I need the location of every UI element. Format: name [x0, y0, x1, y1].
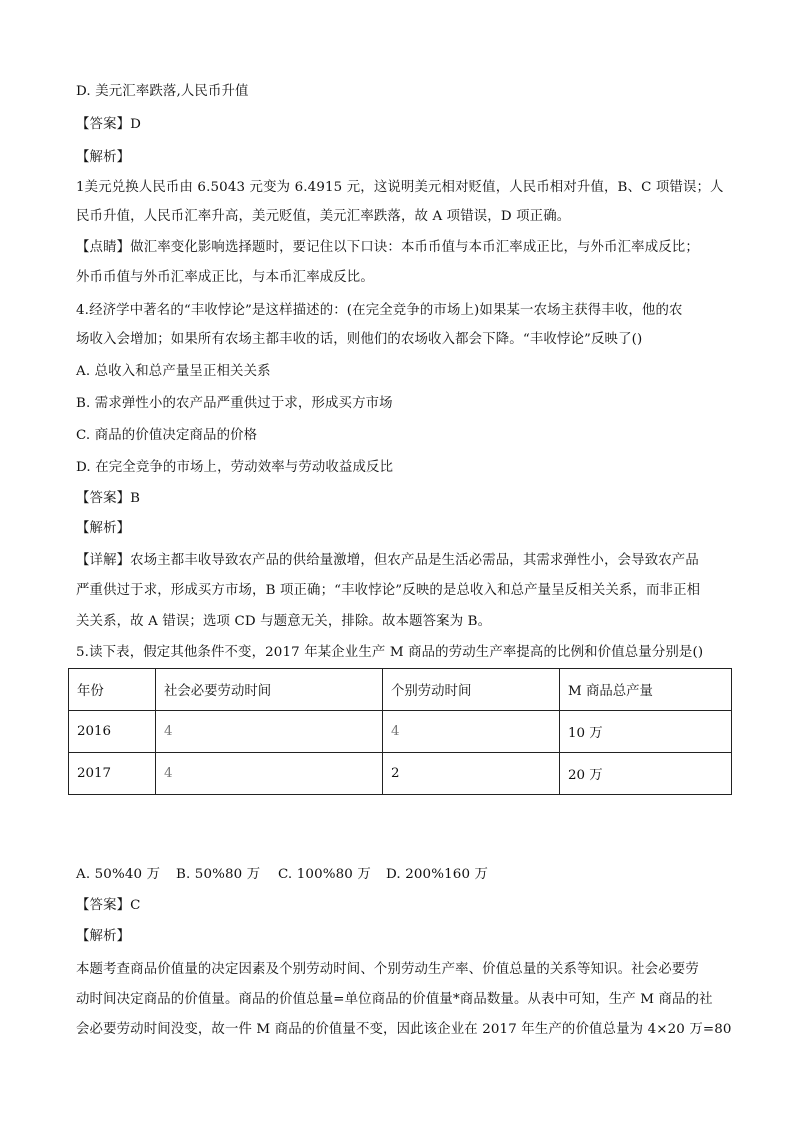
option-a-q5: A. 50%40 万 [76, 867, 161, 882]
option-d-q3: D. 美元汇率跌落,人民币升值 [76, 84, 249, 99]
detail-text-line: 【详解】农场主都丰收导致农产品的供给量激增，但农产品是生活必需品，其需求弹性小，会导致农产品 [76, 553, 699, 568]
answer-q5: 【答案】C [76, 898, 141, 913]
table-cell: 4 [383, 711, 560, 753]
table-cell: 2017 [69, 753, 156, 795]
analysis-text-line: 本题考查商品价值量的决定因素及个别劳动时间、个别劳动生产率、价值总量的关系等知识。社会必要劳 [76, 962, 699, 977]
tip-text-line: 外币币值与外币汇率成正比，与本币汇率成反比。 [76, 270, 374, 285]
data-table [68, 668, 732, 795]
analysis-text-line: 会必要劳动时间没变，故一件 M 商品的价值量不变，因此该企业在 2017 年生产的价值总量为 4×20 万=80 [76, 1022, 732, 1037]
table-header-cell: 个别劳动时间 [383, 669, 560, 711]
table-cell: 20 万 [560, 753, 732, 795]
question-4-stem: 4.经济学中著名的“丰收悖论”是这样描述的：(在完全竞争的市场上)如果某一农场主获得丰收，他的农 [76, 303, 683, 318]
detail-text-line: 关关系，故 A 错误；选项 CD 与题意无关，排除。故本题答案为 B。 [76, 614, 492, 629]
answer-q3: 【答案】D [76, 117, 142, 132]
table-header-cell: 社会必要劳动时间 [156, 669, 383, 711]
option-a-q4: A. 总收入和总产量呈正相关关系 [76, 364, 271, 379]
table-cell: 4 [156, 711, 383, 753]
question-5-stem: 5.读下表，假定其他条件不变，2017 年某企业生产 M 商品的劳动生产率提高的比例和价值总量分别是() [76, 645, 704, 660]
analysis-heading-q3: 【解析】 [76, 150, 131, 165]
tip-text-line: 【点睛】做汇率变化影响选择题时，要记住以下口诀：本币币值与本币汇率成正比，与外币汇率成反比； [76, 240, 699, 255]
table-cell: 4 [156, 753, 383, 795]
option-c-q5: C. 100%80 万 [278, 867, 371, 882]
question-4-stem: 场收入会增加；如果所有农场主都丰收的话，则他们的农场收入都会下降。“丰收悖论”反映了() [76, 332, 643, 347]
table-cell: 2 [383, 753, 560, 795]
table-row [69, 711, 732, 753]
option-d-q5: D. 200%160 万 [386, 867, 489, 882]
analysis-heading-q5: 【解析】 [76, 929, 131, 944]
analysis-heading-q4: 【解析】 [76, 521, 131, 536]
table-header-cell: 年份 [69, 669, 156, 711]
option-c-q4: C. 商品的价值决定商品的价格 [76, 428, 258, 443]
option-b-q4: B. 需求弹性小的农产品严重供过于求，形成买方市场 [76, 396, 393, 411]
option-d-q4: D. 在完全竞争的市场上，劳动效率与劳动收益成反比 [76, 460, 394, 475]
table-cell: 10 万 [560, 711, 732, 753]
table-row [69, 753, 732, 795]
detail-text-line: 严重供过于求，形成买方市场，B 项正确；“丰收悖论”反映的是总收入和总产量呈反相关关系，而非正相 [76, 583, 701, 598]
analysis-text-line: 1美元兑换人民币由 6.5043 元变为 6.4915 元，这说明美元相对贬值，人民币相对升值，B、C 项错误；人 [76, 180, 724, 195]
table-header-cell: M 商品总产量 [560, 669, 732, 711]
table-header-row [69, 669, 732, 711]
analysis-text-line: 民币升值，人民币汇率升高，美元贬值，美元汇率跌落，故 A 项错误，D 项正确。 [76, 209, 571, 224]
analysis-text-line: 动时间决定商品的价值量。商品的价值总量=单位商品的价值量*商品数量。从表中可知，生产 M 商品的社 [76, 992, 713, 1007]
answer-q4: 【答案】B [76, 491, 141, 506]
option-b-q5: B. 50%80 万 [176, 867, 261, 882]
table-cell: 2016 [69, 711, 156, 753]
